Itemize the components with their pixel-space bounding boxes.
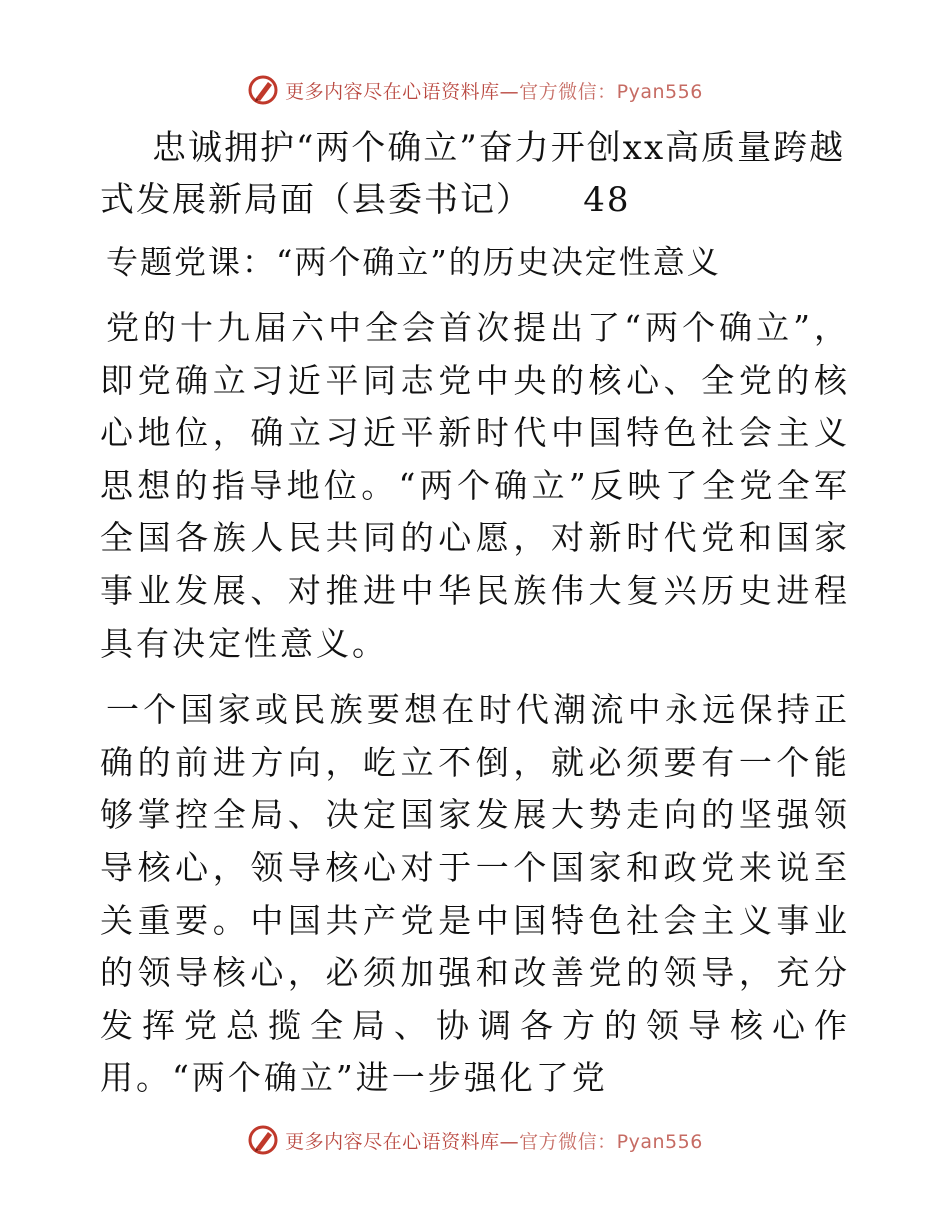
pen-logo-icon: [247, 74, 279, 106]
watermark-text: 更多内容尽在心语资料库—官方微信：Pyan556: [285, 1130, 703, 1153]
watermark-text: 更多内容尽在心语资料库—官方微信：Pyan556: [285, 80, 703, 103]
document-subtitle: 专题党课：“两个确立”的历史决定性意义: [106, 243, 721, 281]
document-title: 忠诚拥护“两个确立”奋力开创xx高质量跨越式发展新局面（县委书记） 48: [100, 128, 846, 220]
document-body: [100, 122, 850, 1119]
header-watermark: [0, 70, 950, 110]
footer-watermark: [0, 1120, 950, 1160]
paragraph-2: 一个国家或民族要想在时代潮流中永远保持正确的前进方向，屹立不倒，就必须要有一个能够掌控全局、决定国家发展大势走向的坚强领导核心，领导核心对于一个国家和政党来说至关重要。中国共产党是中国特色社会主义事业的领导核心，必须加强和改善党的领导，充分发挥党总揽全局、协调各方的领导核心作用。“两个确立”进一步强化了党: [100, 690, 850, 1098]
paragraph-1: 党的十九届六中全会首次提出了“两个确立”，即党确立习近平同志党中央的核心、全党的核心地位，确立习近平新时代中国特色社会主义思想的指导地位。“两个确立”反映了全党全军全国各族人民共同的心愿，对新时代党和国家事业发展、对推进中华民族伟大复兴历史进程具有决定性意义。: [100, 308, 850, 663]
pen-logo-icon: [247, 1124, 279, 1156]
